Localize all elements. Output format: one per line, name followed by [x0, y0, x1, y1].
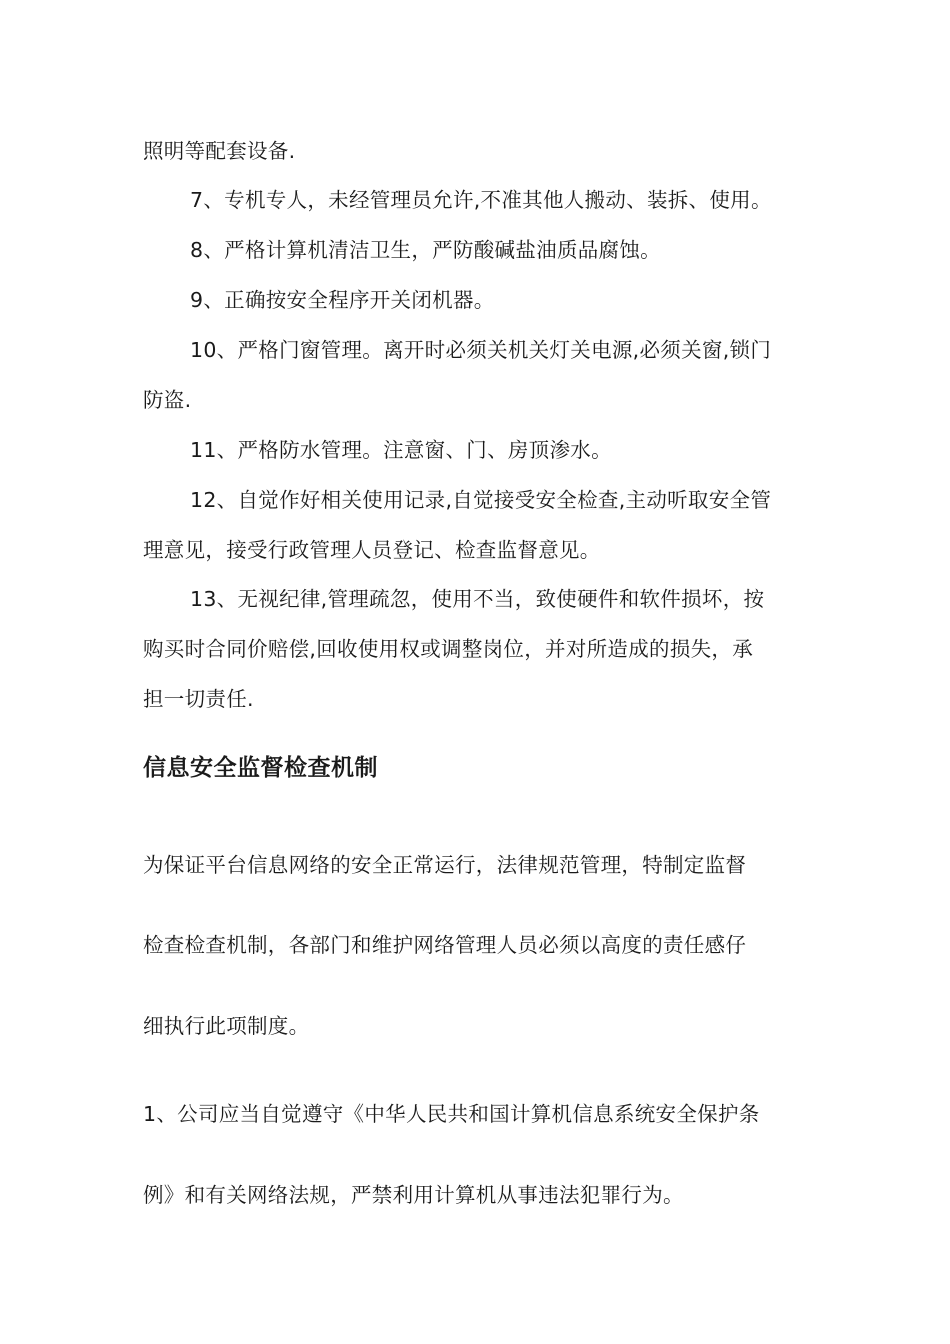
- list-item-9: 9、正确按安全程序开关闭机器。: [190, 288, 495, 312]
- list-item-7: 7、专机专人，未经管理员允许,不准其他人搬动、装拆、使用。: [190, 188, 772, 212]
- list-item-13: 13、无视纪律,管理疏忽，使用不当，致使硬件和软件损坏，按: [190, 587, 765, 611]
- list-item-10-cont: 防盗.: [143, 388, 192, 412]
- list-item-11: 11、严格防水管理。注意窗、门、房顶渗水。: [190, 438, 612, 462]
- list-item-10: 10、严格门窗管理。离开时必须关机关灯关电源,必须关窗,锁门: [190, 338, 772, 362]
- list-item-13-cont-2: 担一切责任.: [143, 687, 254, 711]
- list-item-1-cont: 例》和有关网络法规，严禁利用计算机从事违法犯罪行为。: [143, 1183, 684, 1207]
- paragraph-line: 照明等配套设备.: [143, 139, 296, 163]
- paragraph-line: 检查检查机制，各部门和维护网络管理人员必须以高度的责任感仔: [143, 933, 747, 957]
- section-heading: 信息安全监督检查机制: [143, 755, 378, 781]
- list-item-13-cont: 购买时合同价赔偿,回收使用权或调整岗位，并对所造成的损失，承: [143, 637, 754, 661]
- list-item-1: 1、公司应当自觉遵守《中华人民共和国计算机信息系统安全保护条: [143, 1102, 760, 1126]
- list-item-12: 12、自觉作好相关使用记录,自觉接受安全检查,主动听取安全管: [190, 488, 772, 512]
- list-item-8: 8、严格计算机清洁卫生，严防酸碱盐油质品腐蚀。: [190, 238, 661, 262]
- list-item-12-cont: 理意见，接受行政管理人员登记、检查监督意见。: [143, 538, 601, 562]
- paragraph-line: 细执行此项制度。: [143, 1014, 310, 1038]
- paragraph-line: 为保证平台信息网络的安全正常运行，法律规范管理，特制定监督: [143, 853, 747, 877]
